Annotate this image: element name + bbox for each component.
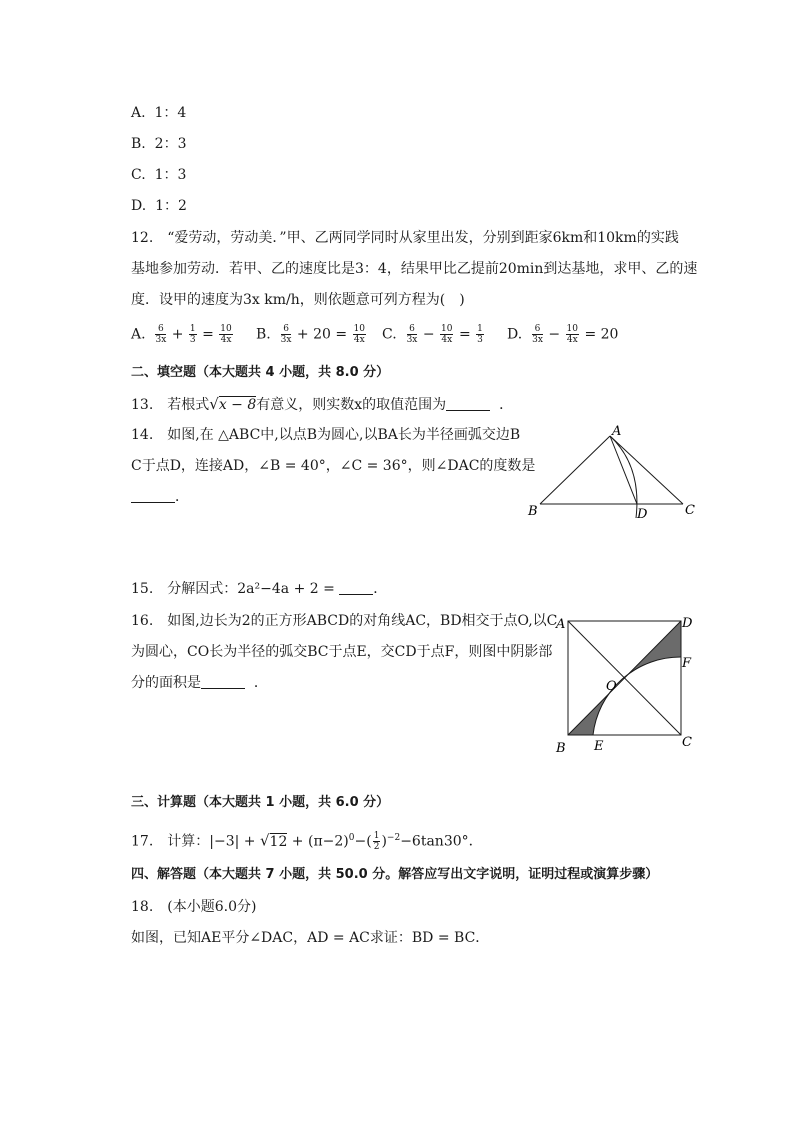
q14-line1: 14. 如图,在 △ABC中,以点B为圆心,以BA长为半径画弧交边B (131, 427, 521, 443)
segment-ad (610, 436, 637, 504)
q12-line3: 度．设甲的速度为3x km/h，则依题意可列方程为( ) (131, 292, 465, 308)
q18-body: 如图，已知AE平分∠DAC，AD = AC求证：BD = BC． (131, 930, 490, 946)
segment-ba (540, 436, 610, 504)
q12-option-b: B. $\frac{6}{3x}$ + 20 = $\frac{10}{4x}$ (256, 324, 366, 345)
q15-answer-blank (339, 580, 373, 595)
q12-line2: 基地参加劳动．若甲、乙的速度比是3：4，结果甲比乙提前20min到达基地，求甲、乙的速 (131, 261, 698, 277)
q18-head: 18. (本小题6.0分) (131, 899, 257, 915)
label-b: B (528, 504, 538, 519)
q12-option-a: A. $\frac{6}{3x}$ + $\frac{1}{3}$ = $\frac{10}{4x}$ (131, 324, 232, 345)
label-a: A (556, 617, 566, 632)
option-a: A. 1：4 (131, 105, 187, 121)
label-f: F (682, 656, 692, 671)
q12-line1: 12. “爱劳动，劳动美．”甲、乙两同学同时从家里出发，分别到距家6km和10km的实践 (131, 230, 679, 246)
triangle-figure (520, 420, 700, 525)
option-d: D. 1：2 (131, 198, 187, 214)
label-e: E (594, 739, 604, 754)
q14-answer-blank (131, 488, 175, 503)
label-d: D (682, 616, 693, 631)
q16-line2: 为圆心，CO长为半径的弧交BC于点E，交CD于点F，则图中阴影部 (131, 644, 553, 660)
section-fill-in-title: 二、填空题（本大题共 4 小题，共 8.0 分） (131, 365, 390, 380)
label-c: C (682, 735, 692, 750)
label-a: A (612, 424, 622, 439)
segment-ac (610, 436, 683, 504)
q15: 15. 分解因式：2a²−4a + 2 = ． (131, 581, 388, 597)
option-b: B. 2：3 (131, 136, 187, 152)
q16-answer-blank (201, 674, 245, 689)
q13: 13. 若根式√x − 8有意义，则实数x的取值范围为 ． (131, 395, 514, 413)
q16-line3: 分的面积是 ． (131, 675, 268, 691)
label-c: C (685, 503, 695, 518)
q14-line2: C于点D，连接AD，∠B = 40°，∠C = 36°，则∠DAC的度数是 (131, 458, 536, 474)
q14-line3: ． (131, 488, 189, 506)
option-c: C. 1：3 (131, 167, 187, 183)
q17: 17. 计算：$|-3| + √12 + (\pi-2)^0-$( $\frac{1}{2}$ )$^{-2}$−6tan30°． (131, 831, 483, 853)
section-calculation-title: 三、计算题（本大题共 1 小题，共 6.0 分） (131, 795, 390, 810)
q12-option-c: C. $\frac{6}{3x}$ − $\frac{10}{4x}$ = $\frac{1}{3}$ (382, 324, 483, 345)
q16-line1: 16. 如图,边长为2的正方形ABCD的对角线AC，BD相交于点O,以C (131, 613, 558, 629)
section-answer-title: 四、解答题（本大题共 7 小题，共 50.0 分。解答应写出文字说明，证明过程或演算步骤） (131, 867, 659, 882)
q12-option-d: D. $\frac{6}{3x}$ − $\frac{10}{4x}$ = 20 (507, 324, 619, 345)
square-figure (550, 612, 710, 760)
q13-answer-blank (446, 396, 490, 411)
label-o: O (606, 679, 617, 694)
label-d: D (637, 507, 648, 522)
label-b: B (556, 741, 566, 756)
